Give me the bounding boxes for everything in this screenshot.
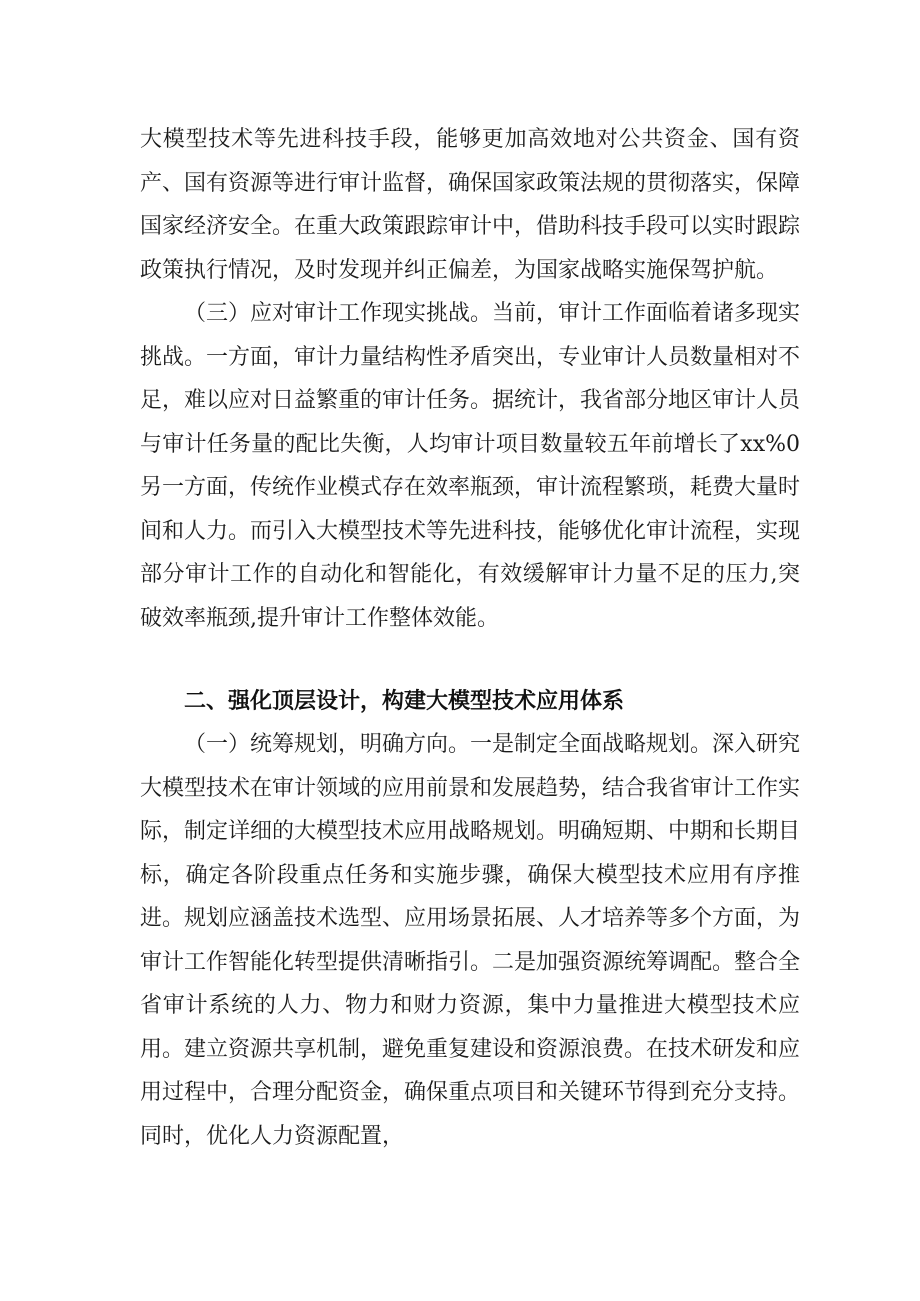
paragraph-strategic-planning: （一）统筹规划，明确方向。一是制定全面战略规划。深入研究大模型技术在审计领域的应用前景和发展趋势，结合我省审计工作实际，制定详细的大模型技术应用战略规划。明确短期、中期和长期目标，确定各阶段重点任务和实施步骤，确保大模型技术应用有序推进。规划应涵盖技术选型、应用场景拓展、人才培养等多个方面，为审计工作智能化转型提供清晰指引。二是加强资源统筹调配。整合全省审计系统的人力、物力和财力资源，集中力量推进大模型技术应用。建立资源共享机制，避免重复建设和资源浪费。在技术研发和应用过程中，合理分配资金，确保重点项目和关键环节得到充分支持。同时，优化人力资源配置， — [140, 732, 801, 1149]
section-heading: 二、强化顶层设计，构建大模型技术应用体系 — [184, 689, 625, 714]
body-text-top — [140, 118, 800, 640]
paragraph-audit-challenges: （三）应对审计工作现实挑战。当前，审计工作面临着诸多现实挑战。一方面，审计力量结构性矛盾突出，专业审计人员数量相对不足，难以应对日益繁重的审计任务。据统计，我省部分地区审计人员与审计任务量的配比失衡，人均审计项目数量较五年前增长了xx%0另一方面，传统作业模式存在效率瓶颈，审计流程繁琐，耗费大量时间和人力。而引入大模型技术等先进科技，能够优化审计流程，实现部分审计工作的自动化和智能化，有效缓解审计力量不足的压力,突破效率瓶颈,提升审计工作整体效能。 — [140, 301, 801, 631]
paragraph-policy-support: 大模型技术等先进科技手段，能够更加高效地对公共资金、国有资产、国有资源等进行审计监督，确保国家政策法规的贯彻落实，保障国家经济安全。在重大政策跟踪审计中，借助科技手段可以实时跟踪政策执行情况，及时发现并纠正偏差，为国家战略实施保驾护航。 — [140, 127, 801, 283]
body-text-bottom — [140, 723, 800, 1158]
